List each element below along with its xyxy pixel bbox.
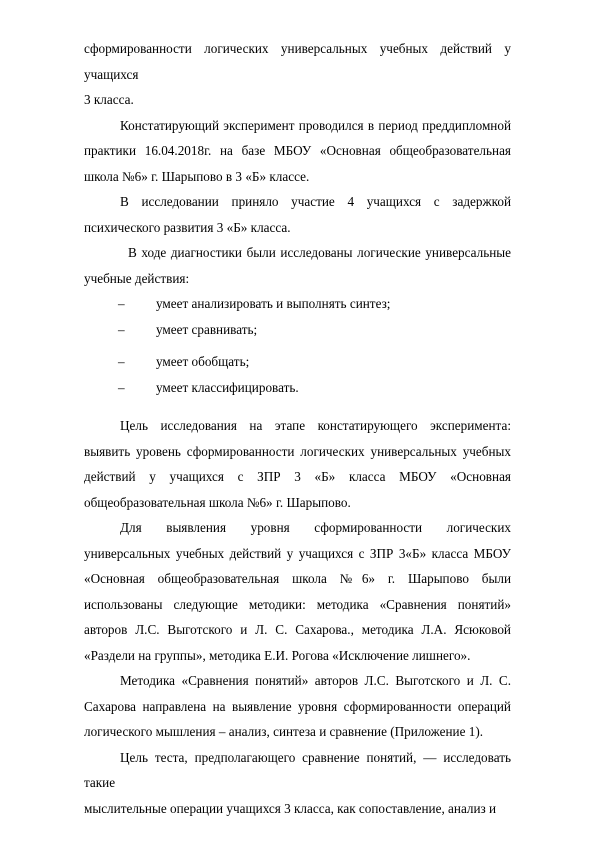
paragraph-diagnostics: В ходе диагностики были исследованы логические универсальные учебные действия: (84, 245, 511, 286)
paragraph-intro-line-2: 3 класса. (84, 92, 134, 107)
paragraph-test-goal-line-2: мыслительные операции учащихся 3 класса, как сопоставление, анализ и (84, 800, 497, 816)
list-dash: – (118, 354, 125, 369)
list-dash: – (118, 321, 125, 337)
spacer (84, 400, 511, 413)
list-dash: – (118, 296, 125, 311)
list-item (84, 375, 511, 401)
list-item (84, 291, 511, 317)
list-item (84, 317, 511, 343)
skills-list (84, 291, 511, 400)
paragraph-test-goal (84, 745, 511, 822)
paragraph-methods: Для выявления уровня сформированности логических универсальных учебных действий у учащихся с ЗПР 3«Б» класса МБОУ «Основная общеобразовательная школа №6» г. Шарыпово были использованы следующие методики: методика «Сравнения понятий» авторов Л.С. Выготского и Л. С. Сахарова., методика Л.А. Ясюковой «Раздели на группы», методика Е.И. Рогова «Исключение лишнего». (84, 520, 511, 663)
spacer (84, 342, 511, 349)
paragraph-intro-line-1: сформированности логических универсальных учебных действий у учащихся (84, 41, 511, 82)
list-dash: – (118, 379, 125, 395)
document-page (84, 36, 511, 821)
list-item-text: умеет анализировать и выполнять синтез; (156, 296, 391, 311)
paragraph-goal: Цель исследования на этапе констатирующего эксперимента: выявить уровень сформированности логических универсальных учебных действий у учащихся с ЗПР 3 «Б» класса МБОУ «Основная общеобразовательная школа №6» г. Шарыпово. (84, 418, 511, 510)
paragraph-intro (84, 36, 511, 113)
paragraph-experiment: Констатирующий эксперимент проводился в период преддипломной практики 16.04.2018г. на базе МБОУ «Основная общеобразовательная школа №6» г. Шарыпово в 3 «Б» классе. (84, 117, 511, 184)
paragraph-test-goal-line-1: Цель теста, предполагающего сравнение понятий, — исследовать такие (84, 749, 511, 790)
list-item-text: умеет сравнивать; (156, 321, 258, 337)
list-item-text: умеет обобщать; (156, 354, 250, 369)
list-item (84, 349, 511, 375)
list-item-text: умеет классифицировать. (156, 379, 299, 395)
paragraph-participants: В исследовании приняло участие 4 учащихся с задержкой психического развития 3 «Б» класса. (84, 194, 511, 235)
paragraph-comparison-method: Методика «Сравнения понятий» авторов Л.С. Выготского и Л. С. Сахарова направлена на выявление уровня сформированности операций логического мышления – анализ, синтеза и сравнение (Приложение 1). (84, 673, 511, 739)
